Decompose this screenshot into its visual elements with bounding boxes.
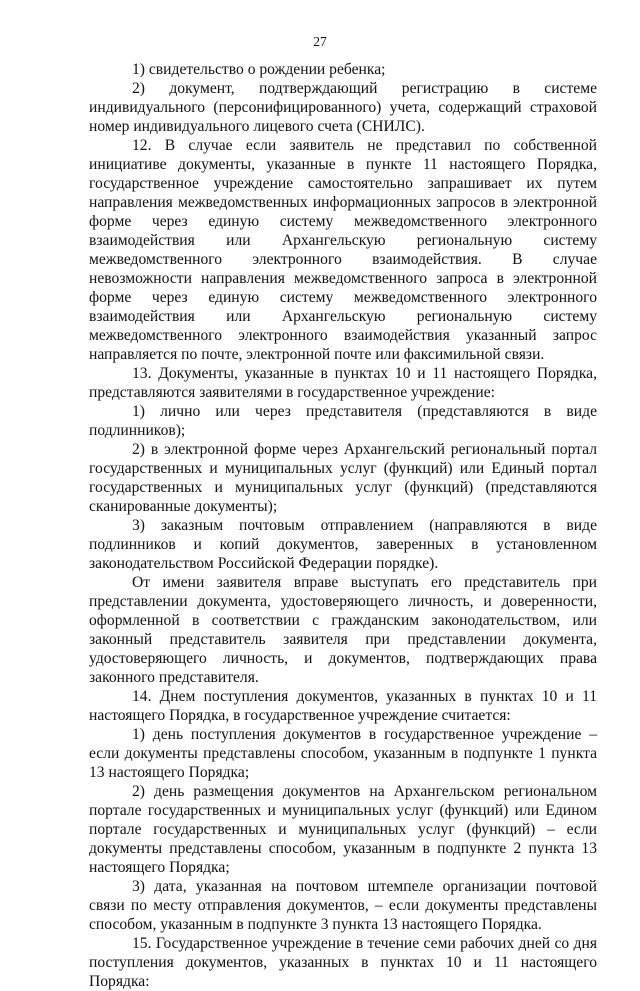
paragraph-4: 13. Документы, указанные в пунктах 10 и 11 настоящего Порядка, представляются заявителями в государственное учреждение:: [89, 365, 597, 401]
paragraph-13: 15. Государственное учреждение в течение семи рабочих дней со дня поступления документов, указанных в пунктах 10 и 11 настоящего Порядка:: [89, 935, 597, 990]
page-number: 27: [313, 34, 327, 49]
paragraph-1: 1) свидетельство о рождении ребенка;: [132, 61, 386, 78]
paragraph-6: 2) в электронной форме через Архангельский региональный портал государственных и муниципальных услуг (функций) или Единый портал государственных и муниципальных услуг (функций) (представляются сканированные документы);: [89, 441, 597, 515]
document-body: [89, 60, 597, 991]
paragraph-12: 3) дата, указанная на почтовом штемпеле организации почтовой связи по месту отправления документов, – если документы представлены способом, указанным в подпункте 3 пункта 13 настоящего Порядка.: [89, 878, 597, 933]
paragraph-8: От имени заявителя вправе выступать его представитель при представлении документа, удостоверяющего личность, и доверенности, оформленной в соответствии с гражданским законодательством, или законный представитель заявителя при представлении документа, удостоверяющего личность, и документов, подтверждающих права законного представителя.: [89, 574, 597, 686]
paragraph-9: 14. Днем поступления документов, указанных в пунктах 10 и 11 настоящего Порядка, в государственное учреждение считается:: [89, 688, 597, 724]
paragraph-2: 2) документ, подтверждающий регистрацию в системе индивидуального (персонифицированного) учета, содержащий страховой номер индивидуального лицевого счета (СНИЛС).: [89, 80, 597, 135]
paragraph-3: 12. В случае если заявитель не представил по собственной инициативе документы, указанные в пункте 11 настоящего Порядка, государственное учреждение самостоятельно запрашивает их путем направления межведомственных информационных запросов в электронной форме через единую систему межведомственного электронного взаимодействия или Архангельскую региональную систему межведомственного электронного взаимодействия. В случае невозможности направления межведомственного запроса в электронной форме через единую систему межведомственного электронного взаимодействия или Архангельскую региональную систему межведомственного электронного взаимодействия указанный запрос направляется по почте, электронной почте или факсимильной связи.: [89, 137, 597, 363]
paragraph-7: 3) заказным почтовым отправлением (направляются в виде подлинников и копий документов, заверенных в установленном законодательством Российской Федерации порядке).: [89, 517, 597, 572]
paragraph-5: 1) лично или через представителя (представляются в виде подлинников);: [89, 403, 597, 439]
paragraph-10: 1) день поступления документов в государственное учреждение – если документы представлены способом, указанным в подпункте 1 пункта 13 настоящего Порядка;: [89, 726, 597, 781]
paragraph-11: 2) день размещения документов на Архангельском региональном портале государственных и муниципальных услуг (функций) или Едином портале государственных и муниципальных услуг (функций) – если документы представлены способом, указанным в подпункте 2 пункта 13 настоящего Порядка;: [89, 783, 597, 876]
